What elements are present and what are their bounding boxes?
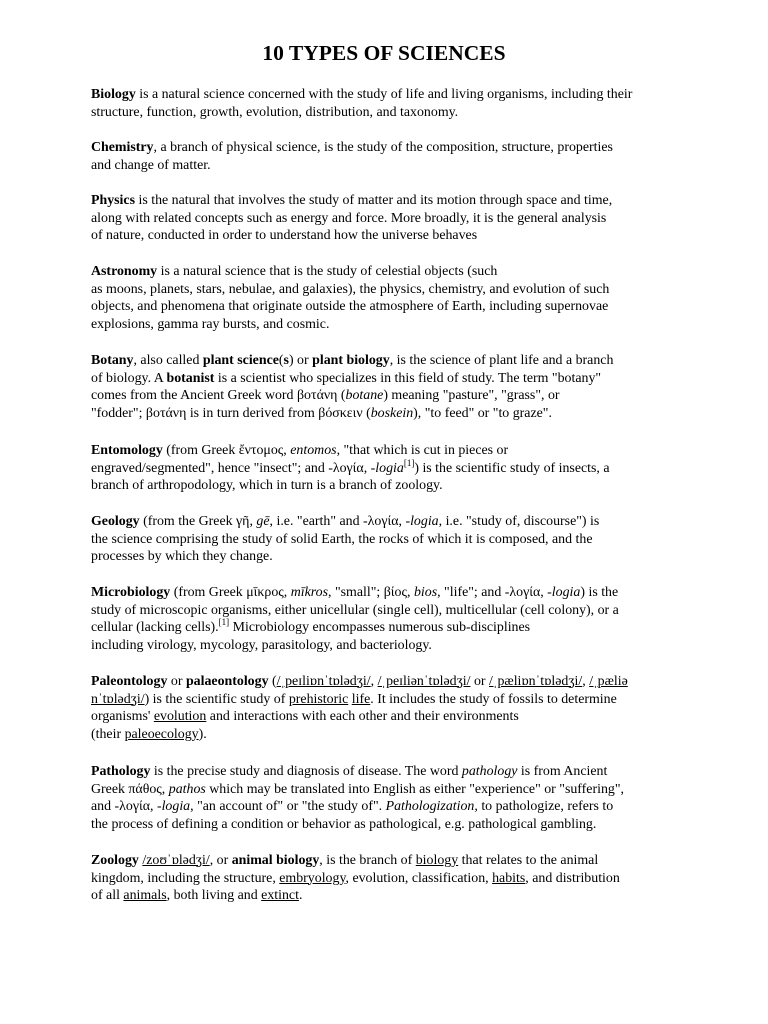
pronunciation-link[interactable]: nˈtɒlədʒi/ [91,691,145,707]
footnote-ref[interactable]: [1] [218,617,230,628]
term-astronomy: Astronomy [91,264,158,279]
link-embryology[interactable]: embryology [279,870,346,886]
pronunciation-link[interactable]: /ˌpæliɒnˈtɒlədʒi/ [489,674,583,689]
paragraph-zoology: Zoology /zoʊˈɒlədʒi/, or animal biology, is the branch of biology that relates to the animal kingdom, including the structure, embryology, evolution, classification, habits, and distribution of all animals, both living and extinct. [91,853,620,904]
paragraph-pathology: Pathology is the precise study and diagnosis of disease. The word pathology is from Ancient Greek πάθος, pathos which may be translated into English as either "experience" or "suffering", and -λογία, -logia, "an account of" or "the study of". Pathologization, to pathologize, refers to the process of defining a condition or behavior as pathological, e.g. pathological gambling. [91,764,624,832]
term-microbiology: Microbiology [91,585,171,600]
term-pathology: Pathology [91,764,151,779]
paragraph-chemistry: Chemistry, a branch of physical science, is the study of the composition, structure, properties and change of matter. [91,140,613,173]
link-paleoecology[interactable]: paleoecology [124,726,199,742]
term-chemistry: Chemistry [91,140,154,155]
term-physics: Physics [91,193,135,208]
pronunciation-link[interactable]: /ˌpeɪliɒnˈtɒlədʒi/ [276,674,371,689]
link-life[interactable]: life [351,691,371,707]
term-paleontology: Paleontology [91,674,168,689]
pronunciation-link[interactable]: /ˌpeɪliənˈtɒlədʒi/ [377,674,471,689]
paragraph-paleontology: Paleontology or palaeontology (/ˌpeɪliɒnˈtɒlədʒi/, /ˌpeɪliənˈtɒlədʒi/ or /ˌpæliɒnˈtɒlədʒi/, /ˌpæliə nˈtɒlədʒi/) is the scientific study of prehistoric life. It includes the study of fossils to determine organisms' evolution and interactions with each other and their environments (their paleoecology). [91,674,628,742]
paragraph-geology: Geology (from the Greek γῆ, gē, i.e. "earth" and -λoγία, -logia, i.e. "study of, discourse") is the science comprising the study of solid Earth, the rocks of which it is composed, and the processes by which they change. [91,514,600,565]
link-animals[interactable]: animals [123,888,167,904]
paragraph-microbiology: Microbiology (from Greek μῑκρος, mīkros, "small"; βίος, bios, "life"; and -λογία, -logia) is the study of microscopic organisms, either unicellular (single cell), multicellular (cell colony), or a cellular (lacking cells).[1] Microbiology encompasses numerous sub-disciplines including virology, mycology, parasitology, and bacteriology. [91,585,619,653]
link-habits[interactable]: habits [492,870,526,886]
paragraph-astronomy: Astronomy is a natural science that is the study of celestial objects (such as moons, planets, stars, nebulae, and galaxies), the physics, chemistry, and evolution of such objects, and phenomena that originate outside the atmosphere of Earth, including supernovae explosions, gamma ray bursts, and cosmic. [91,264,610,332]
term-biology: Biology [91,87,136,102]
link-evolution[interactable]: evolution [153,709,207,725]
footnote-ref[interactable]: [1] [403,457,415,468]
term-geology: Geology [91,514,140,529]
term-entomology: Entomology [91,443,163,458]
paragraph-biology: Biology is a natural science concerned with the study of life and living organisms, including their structure, function, growth, evolution, distribution, and taxonomy. [91,87,633,120]
link-extinct[interactable]: extinct [261,888,299,904]
paragraph-physics: Physics is the natural that involves the study of matter and its motion through space and time, along with related concepts such as energy and force. More broadly, it is the general analysis of nature, conducted in order to understand how the universe behaves [91,193,613,244]
link-prehistoric[interactable]: prehistoric [288,691,349,707]
pronunciation-link[interactable]: /zoʊˈɒlədʒi/ [142,853,210,868]
pronunciation-link[interactable]: /ˌpæliə [589,674,628,689]
term-zoology: Zoology [91,853,139,868]
page-title: 10 TYPES OF SCIENCES [262,41,506,65]
paragraph-entomology: Entomology (from Greek ἔντομος, entomos, "that which is cut in pieces or engraved/segmented", hence "insect"; and -λογία, -logia[1]) is the scientific study of insects, a branch of arthropodology, which in turn is a branch of zoology. [91,443,610,494]
term-botany: Botany [91,353,134,368]
link-biology[interactable]: biology [415,853,459,868]
paragraph-botany: Botany, also called plant science(s) or plant biology, is the science of plant life and a branch of biology. A botanist is a scientist who specializes in this field of study. The term "botany" comes from the Ancient Greek word βοτάνη (botane) meaning "pasture", "grass", or "fodder"; βοτάνη is in turn derived from βόσκειν (boskein), "to feed" or "to graze". [91,353,614,421]
